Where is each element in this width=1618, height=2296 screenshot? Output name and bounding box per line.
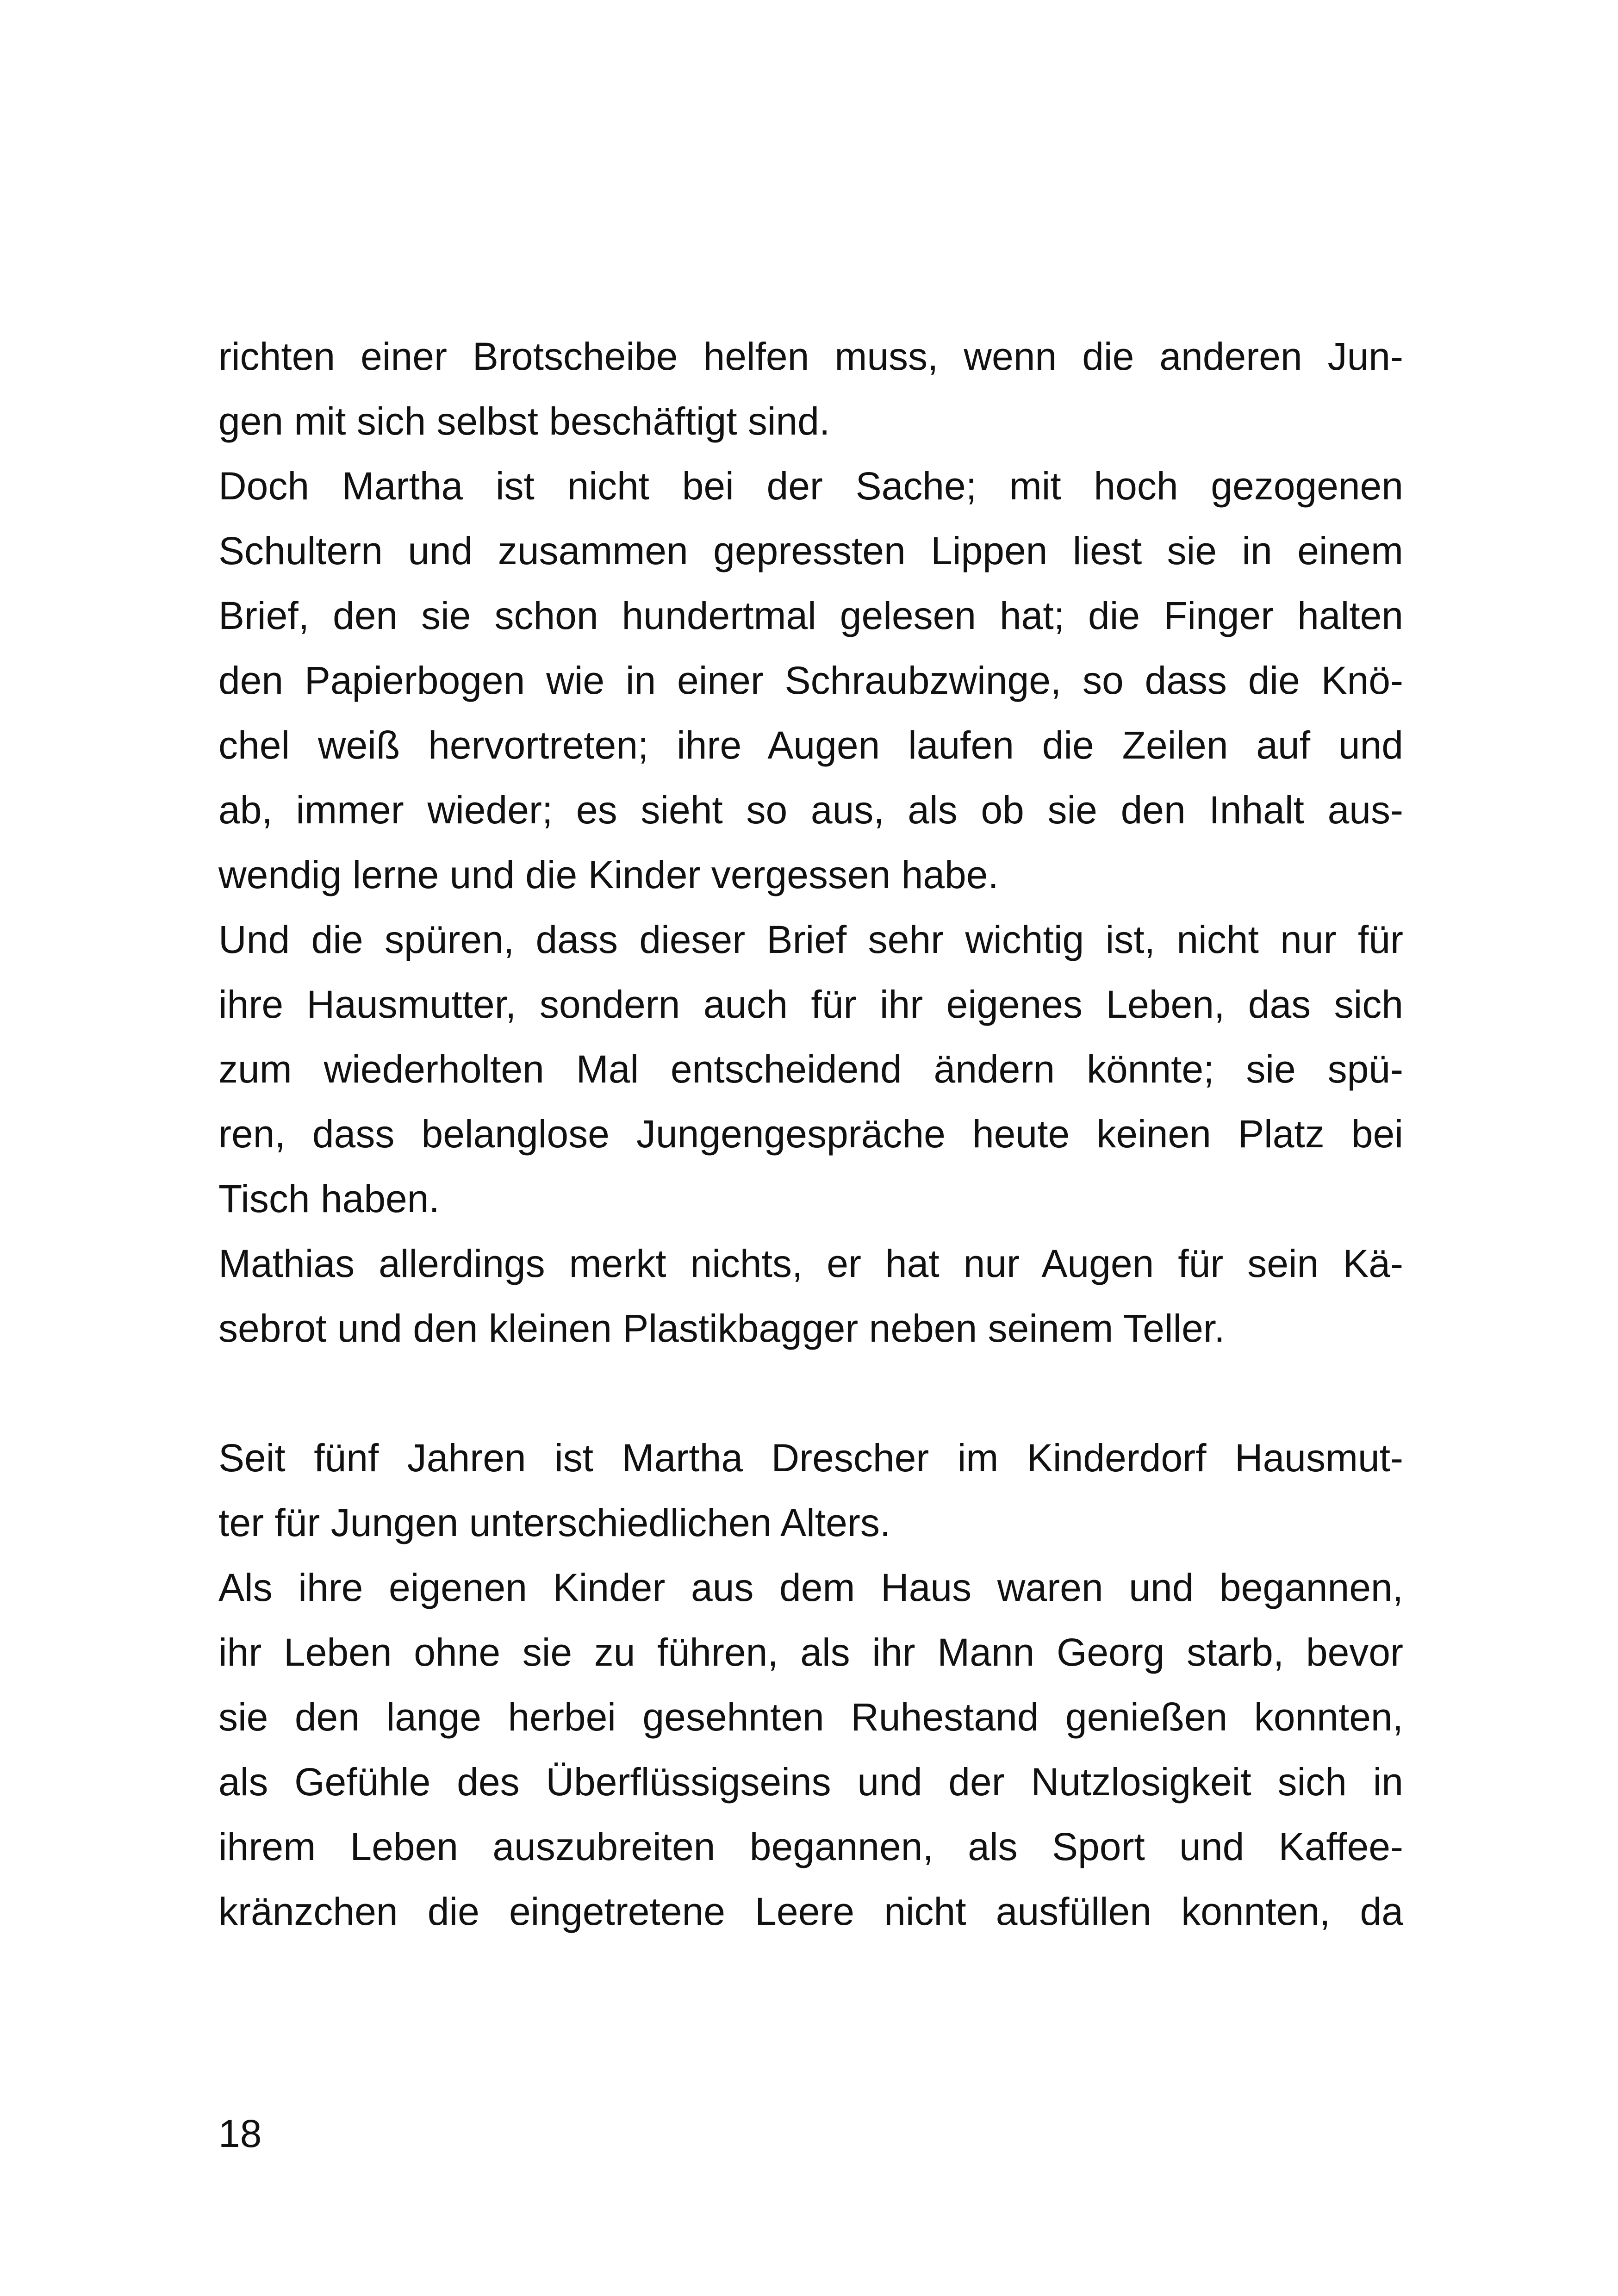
- text-line: chel weiß hervortreten; ihre Augen laufen die Zeilen auf und: [218, 723, 1403, 767]
- text-line: gen mit sich selbst beschäftigt sind.: [218, 399, 830, 443]
- text-line: Schultern und zusammen gepressten Lippen liest sie in einem: [218, 529, 1403, 572]
- paragraph: [218, 1555, 1403, 1944]
- text-line: Doch Martha ist nicht bei der Sache; mit hoch gezogenen: [218, 464, 1403, 508]
- text-line: Seit fünf Jahren ist Martha Drescher im Kinderdorf Hausmut-: [218, 1436, 1403, 1480]
- text-line: Tisch haben.: [218, 1177, 440, 1220]
- text-line: sebrot und den kleinen Plastikbagger neben seinem Teller.: [218, 1307, 1225, 1350]
- paragraph: [218, 454, 1403, 907]
- text-line: ab, immer wieder; es sieht so aus, als ob sie den Inhalt aus-: [218, 788, 1403, 832]
- text-line: ter für Jungen unterschiedlichen Alters.: [218, 1501, 891, 1544]
- paragraph: [218, 324, 1403, 454]
- text-line: Als ihre eigenen Kinder aus dem Haus waren und begannen,: [218, 1566, 1403, 1609]
- text-line: ihr Leben ohne sie zu führen, als ihr Mann Georg starb, bevor: [218, 1630, 1403, 1674]
- page-number: 18: [218, 2112, 262, 2155]
- text-line: Und die spüren, dass dieser Brief sehr wichtig ist, nicht nur für: [218, 918, 1403, 961]
- paragraph-gap: [218, 1361, 1403, 1425]
- text-line: kränzchen die eingetretene Leere nicht ausfüllen konnten, da: [218, 1890, 1403, 1933]
- text-line: ihrem Leben auszubreiten begannen, als Sport und Kaffee-: [218, 1825, 1403, 1868]
- paragraph: [218, 1425, 1403, 1555]
- text-line: Brief, den sie schon hundertmal gelesen hat; die Finger halten: [218, 594, 1403, 637]
- paragraph: [218, 907, 1403, 1231]
- body-text: [218, 324, 1403, 1944]
- text-line: ren, dass belanglose Jungengespräche heute keinen Platz bei: [218, 1112, 1403, 1156]
- text-line: zum wiederholten Mal entscheidend ändern könnte; sie spü-: [218, 1047, 1403, 1091]
- text-line: als Gefühle des Überflüssigseins und der Nutzlosigkeit sich in: [218, 1760, 1403, 1804]
- text-line: sie den lange herbei gesehnten Ruhestand genießen konnten,: [218, 1695, 1403, 1739]
- text-line: Mathias allerdings merkt nichts, er hat nur Augen für sein Kä-: [218, 1242, 1403, 1285]
- text-line: richten einer Brotscheibe helfen muss, wenn die anderen Jun-: [218, 335, 1403, 378]
- text-line: den Papierbogen wie in einer Schraubzwinge, so dass die Knö-: [218, 659, 1403, 702]
- text-line: ihre Hausmutter, sondern auch für ihr eigenes Leben, das sich: [218, 983, 1403, 1026]
- text-line: wendig lerne und die Kinder vergessen habe.: [218, 853, 999, 896]
- paragraph: [218, 1231, 1403, 1361]
